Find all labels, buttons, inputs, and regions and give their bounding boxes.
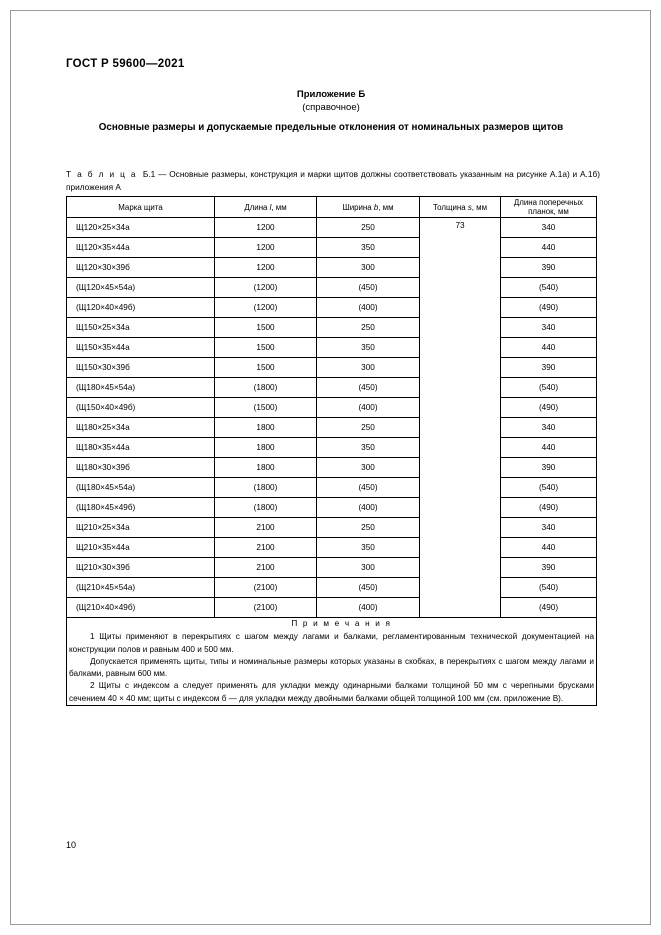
dimensions-table bbox=[66, 196, 597, 706]
cell-width: (400) bbox=[317, 398, 420, 418]
cell-length: (1200) bbox=[215, 298, 317, 318]
cell-width: 300 bbox=[317, 258, 420, 278]
table-row bbox=[67, 258, 597, 278]
table-row bbox=[67, 478, 597, 498]
cell-mark: Щ210×25×34а bbox=[67, 518, 215, 538]
cell-length: 1800 bbox=[215, 458, 317, 478]
cell-crossplank: (490) bbox=[501, 498, 597, 518]
cell-thickness: 73 bbox=[420, 218, 501, 618]
table-row bbox=[67, 218, 597, 238]
cell-mark: (Щ210×45×54а) bbox=[67, 578, 215, 598]
table-caption bbox=[66, 168, 600, 193]
header-width-suffix: , мм bbox=[378, 202, 394, 212]
cell-crossplank: 390 bbox=[501, 358, 597, 378]
cell-mark: (Щ120×40×49б) bbox=[67, 298, 215, 318]
column-header-crossplank: Длина поперечных планок, мм bbox=[501, 197, 597, 218]
cell-width: (450) bbox=[317, 478, 420, 498]
cell-mark: Щ120×35×44а bbox=[67, 238, 215, 258]
table-row bbox=[67, 598, 597, 618]
table-row bbox=[67, 578, 597, 598]
standard-identifier: ГОСТ Р 59600—2021 bbox=[66, 58, 185, 70]
cell-crossplank: 390 bbox=[501, 258, 597, 278]
cell-crossplank: 340 bbox=[501, 418, 597, 438]
cell-width: 300 bbox=[317, 558, 420, 578]
cell-length: 1200 bbox=[215, 218, 317, 238]
header-width-prefix: Ширина bbox=[342, 202, 374, 212]
cell-length: (1200) bbox=[215, 278, 317, 298]
cell-mark: Щ210×35×44а bbox=[67, 538, 215, 558]
cell-crossplank: 440 bbox=[501, 338, 597, 358]
cell-length: 1200 bbox=[215, 258, 317, 278]
appendix-label: Приложение Б bbox=[296, 89, 366, 100]
cell-crossplank: 340 bbox=[501, 218, 597, 238]
table-caption-lead: Т а б л и ц а bbox=[66, 169, 138, 179]
cell-width: 300 bbox=[317, 458, 420, 478]
table-notes-row bbox=[67, 618, 597, 706]
header-length-symbol: l bbox=[269, 202, 272, 212]
cell-width: 350 bbox=[317, 538, 420, 558]
table-caption-number: Б.1 bbox=[142, 169, 156, 179]
cell-crossplank: 440 bbox=[501, 438, 597, 458]
note-item: 2 Щиты с индексом а следует применять для укладки между одинарными балками толщиной 50 мм с черепными брусками сечением 40 × 40 мм; щиты с индексом б — для укладки между двойными балками общей толщиной 100 мм (см. приложение В). bbox=[69, 681, 594, 703]
notes-title: П р и м е ч а н и я bbox=[291, 619, 392, 628]
cell-mark: (Щ210×40×49б) bbox=[67, 598, 215, 618]
cell-width: 250 bbox=[317, 518, 420, 538]
cell-width: 250 bbox=[317, 218, 420, 238]
table-row bbox=[67, 278, 597, 298]
cell-mark: Щ150×35×44а bbox=[67, 338, 215, 358]
note-item: 1 Щиты применяют в перекрытиях с шагом между лагами и балками, регламентированным технической документацией на конструкции полов и равным 400 и 500 мм. bbox=[69, 632, 594, 654]
cell-crossplank: 340 bbox=[501, 318, 597, 338]
cell-width: 250 bbox=[317, 318, 420, 338]
cell-mark: Щ180×25×34а bbox=[67, 418, 215, 438]
cell-mark: Щ150×30×39б bbox=[67, 358, 215, 378]
table-row bbox=[67, 238, 597, 258]
note-item: Допускается применять щиты, типы и номинальные размеры которых указаны в скобках, в перекрытиях с шагом между лагами и балками, равным 600 мм. bbox=[69, 656, 594, 679]
cell-crossplank: 440 bbox=[501, 238, 597, 258]
cell-crossplank: (490) bbox=[501, 298, 597, 318]
cell-crossplank: (540) bbox=[501, 378, 597, 398]
column-header-width bbox=[317, 197, 420, 218]
table-row bbox=[67, 298, 597, 318]
header-width-symbol: b bbox=[373, 202, 379, 212]
table-caption-text: — Основные размеры, конструкция и марки щитов должны соответствовать указанным на рисунке А.1а) и А.1б) приложения А bbox=[66, 169, 600, 192]
table-row bbox=[67, 458, 597, 478]
table-row bbox=[67, 518, 597, 538]
cell-crossplank: (490) bbox=[501, 598, 597, 618]
cell-mark: (Щ180×45×54а) bbox=[67, 378, 215, 398]
cell-crossplank: (490) bbox=[501, 398, 597, 418]
table-row bbox=[67, 318, 597, 338]
cell-crossplank: (540) bbox=[501, 278, 597, 298]
cell-length: 1500 bbox=[215, 338, 317, 358]
cell-width: 300 bbox=[317, 358, 420, 378]
page-number: 10 bbox=[66, 840, 77, 850]
cell-length: (1800) bbox=[215, 378, 317, 398]
cell-mark: Щ210×30×39б bbox=[67, 558, 215, 578]
cell-width: (450) bbox=[317, 378, 420, 398]
cell-crossplank: 390 bbox=[501, 558, 597, 578]
cell-mark: (Щ120×45×54а) bbox=[67, 278, 215, 298]
header-thickness-symbol: s bbox=[467, 202, 472, 212]
cell-length: 1500 bbox=[215, 358, 317, 378]
table-row bbox=[67, 538, 597, 558]
cell-width: 350 bbox=[317, 238, 420, 258]
column-header-mark: Марка щита bbox=[67, 197, 215, 218]
cell-length: 1200 bbox=[215, 238, 317, 258]
cell-width: 250 bbox=[317, 418, 420, 438]
notes-cell bbox=[67, 618, 597, 706]
cell-mark: (Щ180×45×54а) bbox=[67, 478, 215, 498]
table-row bbox=[67, 418, 597, 438]
cell-length: 1500 bbox=[215, 318, 317, 338]
cell-mark: Щ120×30×39б bbox=[67, 258, 215, 278]
cell-width: 350 bbox=[317, 438, 420, 458]
cell-mark: Щ120×25×34а bbox=[67, 218, 215, 238]
cell-length: 2100 bbox=[215, 538, 317, 558]
cell-length: (1500) bbox=[215, 398, 317, 418]
column-header-length bbox=[215, 197, 317, 218]
column-header-thickness bbox=[420, 197, 501, 218]
cell-crossplank: 390 bbox=[501, 458, 597, 478]
appendix-kind: (справочное) bbox=[302, 102, 360, 113]
table-row bbox=[67, 558, 597, 578]
cell-mark: (Щ180×45×49б) bbox=[67, 498, 215, 518]
header-thickness-prefix: Толщина bbox=[432, 202, 468, 212]
cell-width: (450) bbox=[317, 278, 420, 298]
cell-length: 2100 bbox=[215, 518, 317, 538]
table-row bbox=[67, 338, 597, 358]
table-row bbox=[67, 398, 597, 418]
cell-mark: Щ180×35×44а bbox=[67, 438, 215, 458]
cell-length: (2100) bbox=[215, 598, 317, 618]
cell-width: (400) bbox=[317, 298, 420, 318]
table-row bbox=[67, 498, 597, 518]
appendix-heading bbox=[66, 88, 596, 114]
cell-crossplank: (540) bbox=[501, 578, 597, 598]
cell-width: (450) bbox=[317, 578, 420, 598]
cell-length: (1800) bbox=[215, 498, 317, 518]
cell-crossplank: 440 bbox=[501, 538, 597, 558]
cell-width: (400) bbox=[317, 598, 420, 618]
cell-length: 1800 bbox=[215, 418, 317, 438]
cell-crossplank: 340 bbox=[501, 518, 597, 538]
cell-mark: (Щ150×40×49б) bbox=[67, 398, 215, 418]
table-header-row bbox=[67, 197, 597, 218]
appendix-title: Основные размеры и допускаемые предельные отклонения от номинальных размеров щитов bbox=[98, 122, 564, 133]
cell-length: (1800) bbox=[215, 478, 317, 498]
table-body bbox=[67, 218, 597, 618]
cell-length: (2100) bbox=[215, 578, 317, 598]
cell-width: (400) bbox=[317, 498, 420, 518]
cell-mark: Щ150×25×34а bbox=[67, 318, 215, 338]
header-thickness-suffix: , мм bbox=[471, 202, 488, 212]
table-row bbox=[67, 378, 597, 398]
cell-length: 1800 bbox=[215, 438, 317, 458]
header-length-suffix: , мм bbox=[271, 202, 287, 212]
header-length-prefix: Длина bbox=[244, 202, 270, 212]
cell-mark: Щ180×30×39б bbox=[67, 458, 215, 478]
cell-width: 350 bbox=[317, 338, 420, 358]
table-row bbox=[67, 358, 597, 378]
cell-length: 2100 bbox=[215, 558, 317, 578]
cell-crossplank: (540) bbox=[501, 478, 597, 498]
table-row bbox=[67, 438, 597, 458]
